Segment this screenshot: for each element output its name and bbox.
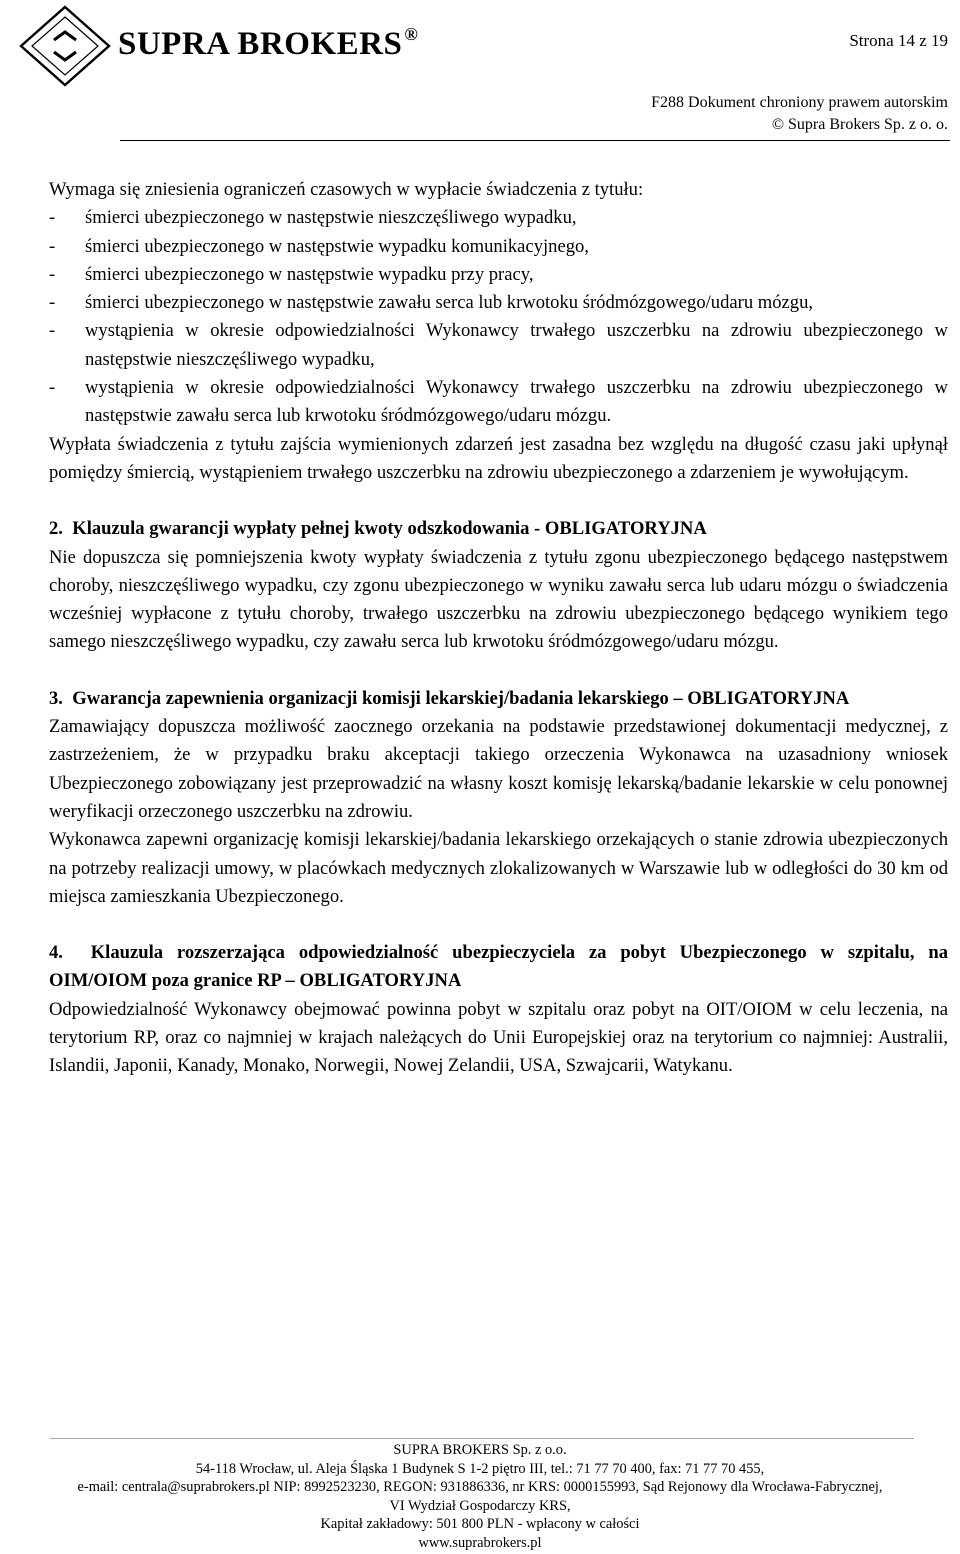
section-title: Klauzula rozszerzająca odpowiedzialność ubezpieczyciela za pobyt Ubezpieczonego w szpitalu, na OIM/OIOM poza granice RP – OBLIGATORYJNA: [49, 942, 949, 992]
section-number: 2.: [49, 518, 63, 540]
dash-marker: -: [49, 207, 56, 229]
section-paragraph: Zamawiający dopuszcza możliwość zaocznego orzekania na podstawie przedstawionej dokumentacji medycznej, z zastrzeżeniem, że w przypadku braku akceptacji takiego orzeczenia Wykonawca na uzasadniony wniosek Ubezpieczonego zobowiązany jest przeprowadzić na własny koszt komisję lekarską/badanie lekarskie w celu ponownej weryfikacji orzeczonego uszczerbku na zdrowiu.: [49, 716, 948, 822]
brand-name: [118, 24, 418, 63]
section-paragraph: Odpowiedzialność Wykonawcy obejmować powinna pobyt w szpitalu oraz pobyt na OIT/OIOM w celu leczenia, na terytorium RP, oraz co najmniej w krajach należących do Unii Europejskiej oraz na terytorium co najmniej: Australii, Islandii, Japonii, Kanady, Monako, Norwegii, Nowej Zelandii, USA, Szwajcarii, Watykanu.: [49, 998, 948, 1077]
intro-text: Wymaga się zniesienia ograniczeń czasowych w wypłacie świadczenia z tytułu:: [49, 179, 644, 200]
section-number: 4.: [49, 942, 63, 964]
footer-division: VI Wydział Gospodarczy KRS,: [389, 1497, 571, 1514]
section-paragraph: Nie dopuszcza się pomniejszenia kwoty wypłaty świadczenia z tytułu zgonu ubezpieczonego będącego następstwem choroby, nieszczęśliwego wypadku, czy zgonu ubezpieczonego w wyniku zawału serca lub udaru mózgu o świadczenia wcześniej wypłacone z tytułu choroby, trwałego uszczerbku na zdrowiu ubezpieczonego będącego wynikiem tego samego nieszczęśliwego wypadku, czy zawału serca lub krwotoku śródmózgowego/udaru mózgu.: [49, 546, 948, 653]
list-item: [49, 317, 948, 374]
dash-marker: -: [49, 235, 56, 257]
footer-company: SUPRA BROKERS Sp. z o.o.: [393, 1442, 567, 1458]
section-number: 3.: [49, 687, 63, 709]
list-item: [49, 289, 948, 317]
exclusion-list: [49, 204, 948, 430]
payout-paragraph: Wypłata świadczenia z tytułu zajścia wymienionych zdarzeń jest zasadna bez względu na długość czasu jaki upłynął pomiędzy śmiercią, wystąpieniem trwałego uszczerbku na zdrowiu ubezpieczonego a zdarzeniem je wywołującym.: [49, 433, 948, 483]
dash-marker: -: [49, 292, 56, 314]
section-paragraph: Wykonawca zapewni organizację komisji lekarskiej/badania lekarskiego orzekających o stanie zdrowia ubezpieczonych na potrzeby realizacji umowy, w placówkach medycznych zlokalizowanych w Warszawie lub w odległości do 30 km od miejsca zamieszkania Ubezpieczonego.: [49, 829, 948, 907]
list-item: [49, 204, 948, 232]
list-item-text: śmierci ubezpieczonego w następstwie wypadku komunikacyjnego,: [85, 235, 589, 257]
list-item: [49, 233, 948, 261]
section-title: Klauzula gwarancji wypłaty pełnej kwoty odszkodowania - OBLIGATORYJNA: [72, 518, 707, 540]
supra-brokers-logo-icon: [18, 4, 112, 88]
section-title: Gwarancja zapewnienia organizacji komisji lekarskiej/badania lekarskiego – OBLIGATORYJNA: [72, 687, 850, 709]
list-item-text: wystąpienia w okresie odpowiedzialności Wykonawcy trwałego uszczerbku na zdrowiu ubezpieczonego w następstwie nieszczęśliwego wypadku,: [85, 320, 948, 370]
header-divider: [120, 140, 950, 141]
dash-marker: -: [49, 320, 56, 342]
document-body: [49, 176, 948, 1081]
spacer: [49, 911, 948, 939]
footer-registry: e-mail: centrala@suprabrokers.pl NIP: 8992523230, REGON: 931886336, nr KRS: 0000155993, Sąd Rejonowy dla Wrocława-Fabrycznej,: [77, 1479, 883, 1496]
section-heading: [49, 515, 948, 543]
spacer: [49, 487, 948, 515]
footer-website: www.suprabrokers.pl: [418, 1534, 542, 1551]
footer-address: 54-118 Wrocław, ul. Aleja Śląska 1 Budynek S 1-2 piętro III, tel.: 71 77 70 400, fax: 71 77 70 455,: [195, 1460, 765, 1477]
dash-marker: -: [49, 263, 56, 285]
registered-mark: ®: [404, 24, 419, 44]
page-footer: [0, 1441, 960, 1553]
list-item-text: wystąpienia w okresie odpowiedzialności Wykonawcy trwałego uszczerbku na zdrowiu ubezpieczonego w następstwie zawału serca lub krwotoku śródmózgowego/udaru mózgu.: [85, 377, 948, 427]
copyright-notice: © Supra Brokers Sp. z o. o.: [771, 116, 948, 133]
section-heading: [49, 685, 948, 713]
dash-marker: -: [49, 377, 56, 399]
footer-divider: [50, 1438, 914, 1439]
brand-text: SUPRA BROKERS: [118, 26, 403, 62]
list-item-text: śmierci ubezpieczonego w następstwie zawału serca lub krwotoku śródmózgowego/udaru mózgu,: [85, 292, 814, 314]
document-id: F288 Dokument chroniony prawem autorskim: [651, 94, 948, 111]
footer-capital: Kapitał zakładowy: 501 800 PLN - wpłacony w całości: [320, 1516, 640, 1533]
list-item: [49, 374, 948, 431]
list-item-text: śmierci ubezpieczonego w następstwie wypadku przy pracy,: [85, 263, 534, 285]
page-number: Strona 14 z 19: [849, 31, 948, 50]
list-item: [49, 261, 948, 289]
section-heading: [49, 939, 948, 996]
spacer: [49, 657, 948, 685]
list-item-text: śmierci ubezpieczonego w następstwie nieszczęśliwego wypadku,: [85, 207, 577, 229]
